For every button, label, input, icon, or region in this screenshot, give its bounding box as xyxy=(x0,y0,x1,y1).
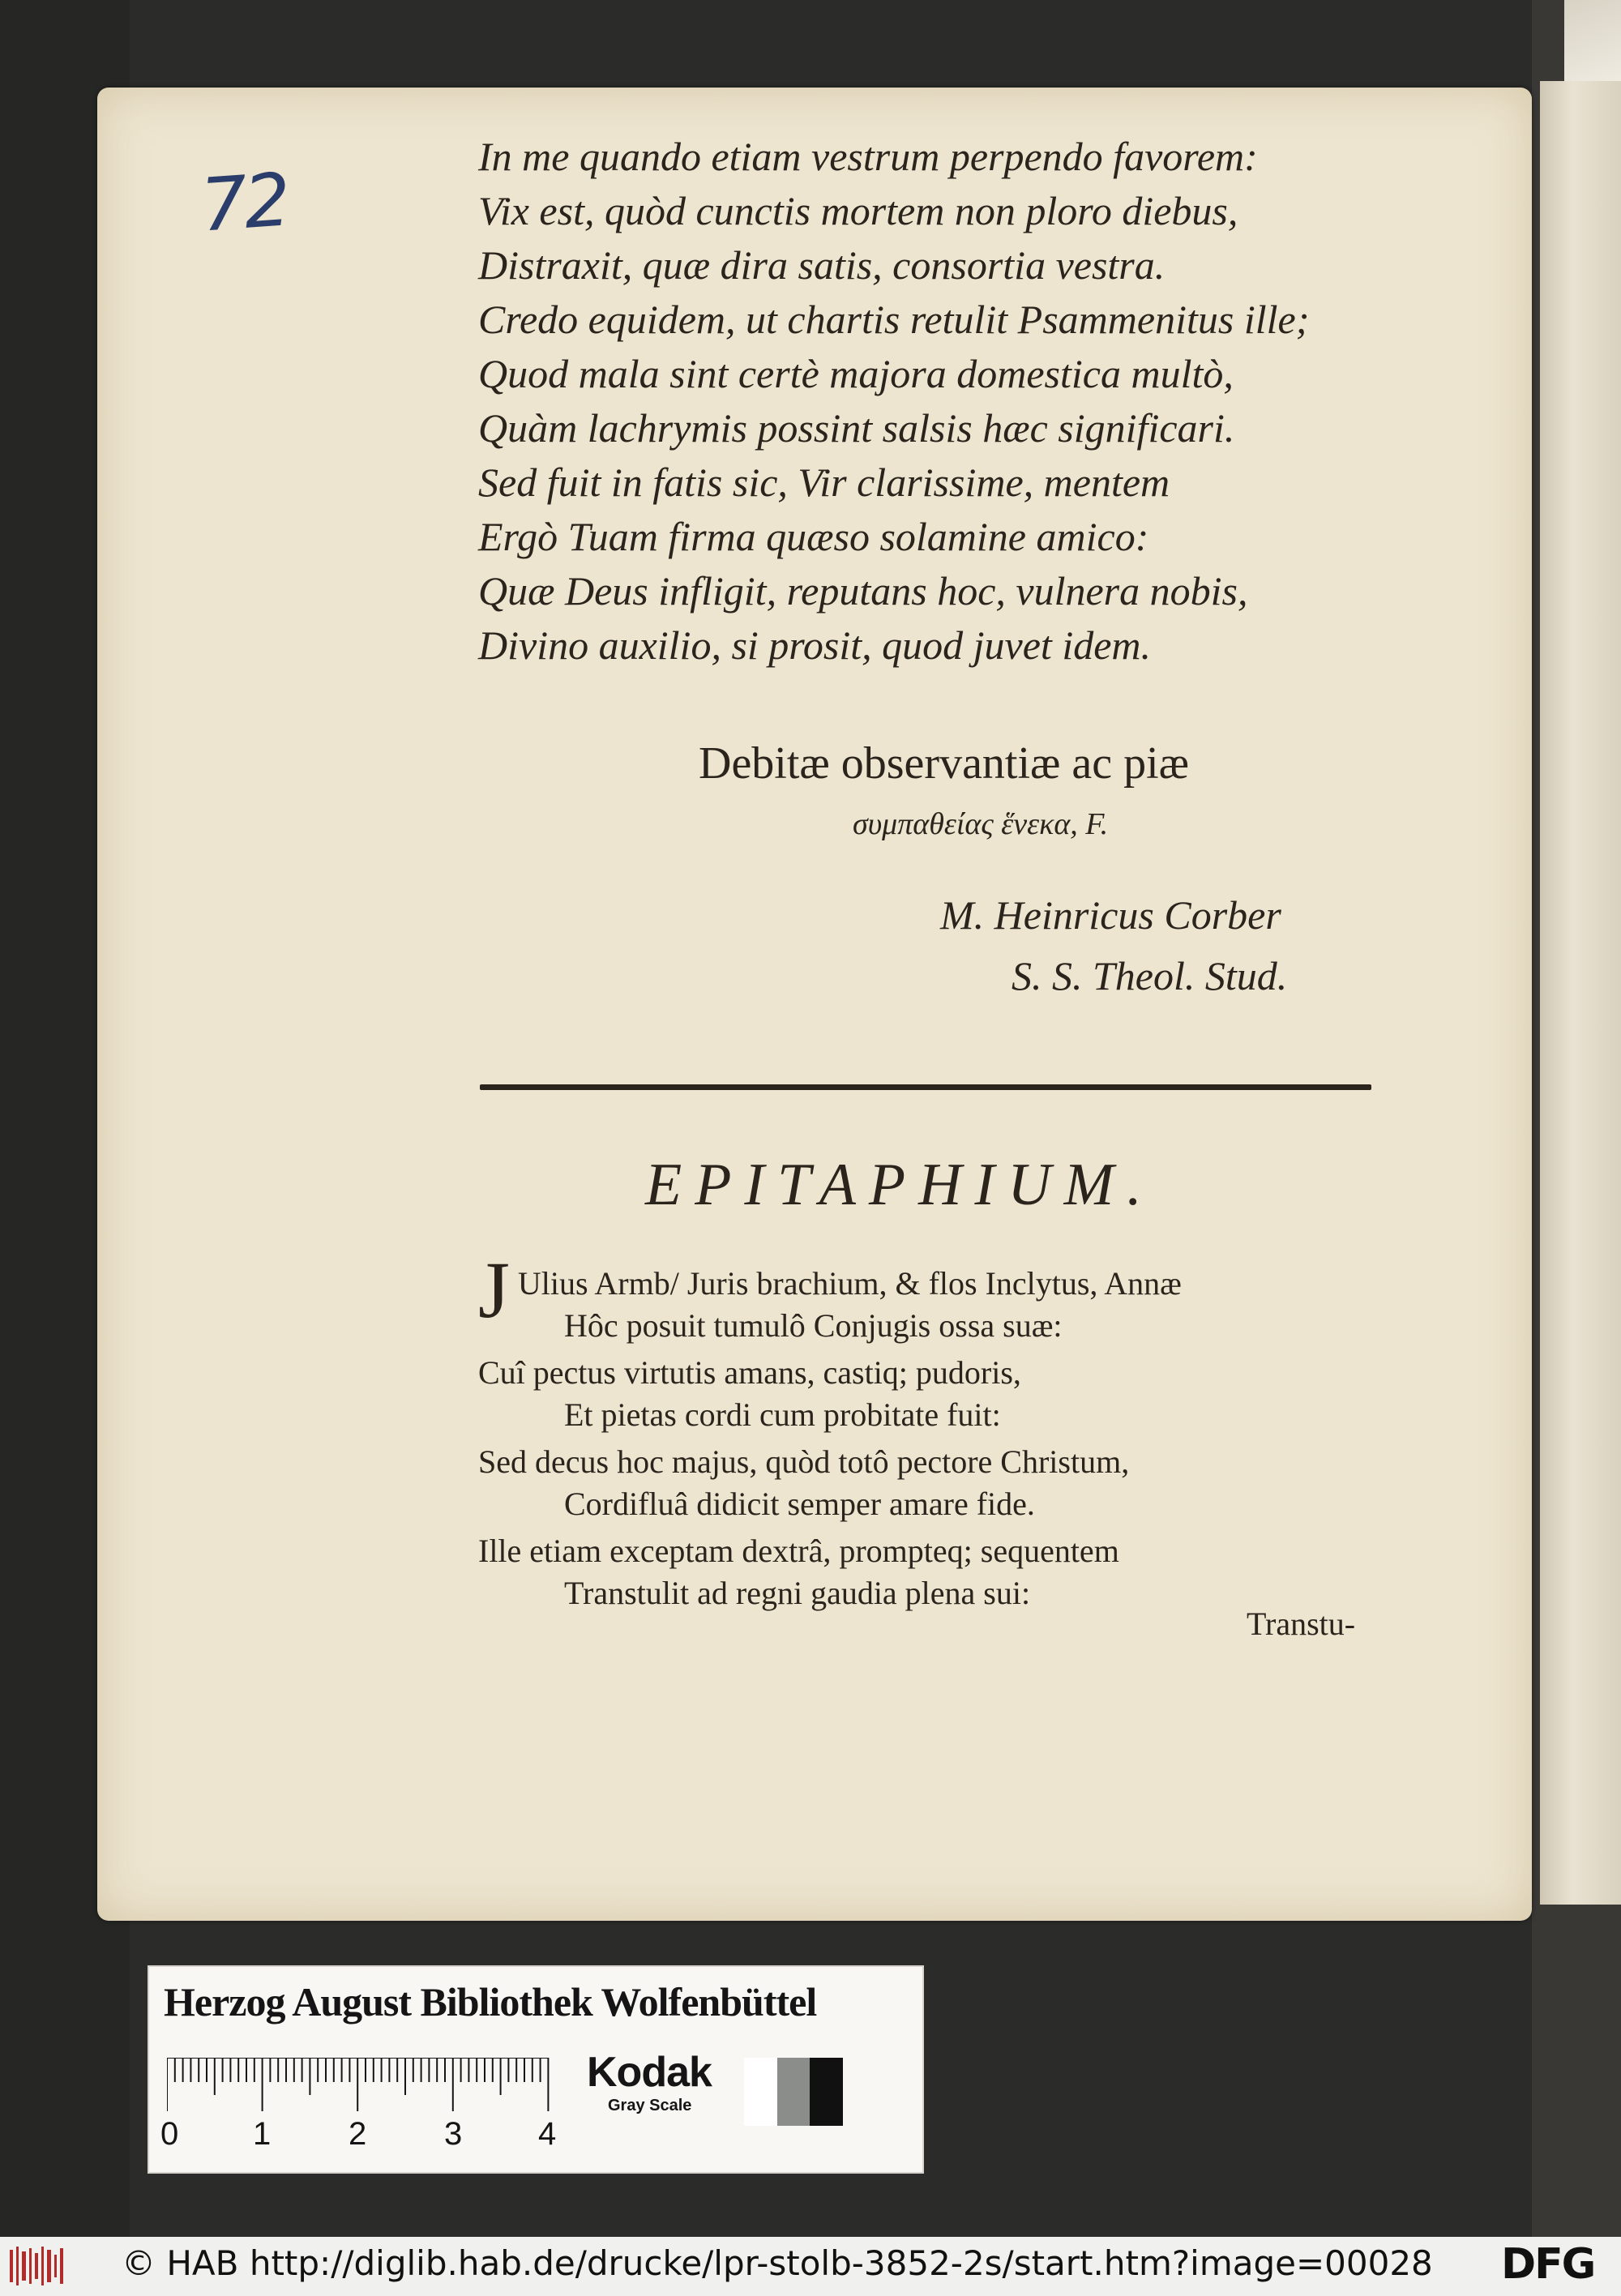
poem xyxy=(478,130,1394,673)
gray-scale-label: Gray Scale xyxy=(608,2097,692,2114)
catchword: Transtu- xyxy=(1247,1605,1356,1642)
adjacent-leaf xyxy=(1540,81,1621,1905)
poem-line: Quàm lachrymis possint salsis hæc significari. xyxy=(478,405,1235,451)
epitaph-line: Ille etiam exceptam dextrâ, prompteq; sequentem xyxy=(478,1533,1119,1569)
greek-dedication: συμπαθείας ἕνεκα, F. xyxy=(853,807,1109,841)
adjacent-leaf-top xyxy=(1564,0,1621,89)
ruler-number: 4 xyxy=(538,2116,557,2152)
epitaph-line: Cuî pectus virtutis amans, castiq; pudoris, xyxy=(478,1354,1021,1391)
poem-line: In me quando etiam vestrum perpendo favorem: xyxy=(478,134,1258,179)
poem-line: Ergò Tuam firma quæso solamine amico: xyxy=(478,514,1149,559)
library-barcode-icon xyxy=(8,2245,66,2287)
color-reference-card xyxy=(148,1965,924,2174)
source-url: © HAB http://diglib.hab.de/drucke/lpr-stolb-3852-2s/start.htm?image=00028 xyxy=(122,2243,1433,2283)
poem-line: Sed fuit in fatis sic, Vir clarissime, mentem xyxy=(478,460,1170,505)
gray-swatches xyxy=(744,2058,843,2126)
epitaph-line: Cordifluâ didicit semper amare fide. xyxy=(564,1486,1035,1522)
epitaph-line: Hôc posuit tumulô Conjugis ossa suæ: xyxy=(564,1307,1063,1344)
poem-line: Vix est, quòd cunctis mortem non ploro diebus, xyxy=(478,188,1238,233)
footer-bar xyxy=(0,2237,1621,2296)
ruler-number: 0 xyxy=(160,2116,179,2152)
poem-line: Divino auxilio, si prosit, quod juvet idem. xyxy=(478,622,1152,668)
ruler-number: 3 xyxy=(444,2116,463,2152)
folio-number: 72 xyxy=(198,157,291,249)
poem-line: Quæ Deus infligit, reputans hoc, vulnera nobis, xyxy=(478,568,1248,614)
ruler-number: 2 xyxy=(349,2116,367,2152)
epitaph-heading: EPITAPHIUM. xyxy=(645,1152,1155,1218)
author-title: S. S. Theol. Stud. xyxy=(1012,953,1288,998)
epitaph-line: Sed decus hoc majus, quòd totô pectore Christum, xyxy=(478,1443,1130,1480)
epitaph-text xyxy=(478,1245,1394,1614)
author-name: M. Heinricus Corber xyxy=(940,892,1281,938)
kodak-logo: Kodak xyxy=(587,2049,712,2096)
dedication-line: Debitæ observantiæ ac piæ xyxy=(699,738,1190,789)
drop-initial: J xyxy=(478,1245,510,1335)
ruler-number: 1 xyxy=(253,2116,272,2152)
poem-line: Distraxit, quæ dira satis, consortia vestra. xyxy=(478,242,1165,288)
swatch-black xyxy=(810,2058,843,2126)
poem-line: Quod mala sint certè majora domestica multò, xyxy=(478,351,1234,396)
epitaph-line: Et pietas cordi cum probitate fuit: xyxy=(564,1396,1001,1433)
dfg-logo: DFG xyxy=(1501,2240,1595,2289)
library-name: Herzog August Bibliothek Wolfenbüttel xyxy=(164,1979,817,2024)
epitaph-line: Ulius Armb/ Juris brachium, & flos Inclytus, Annæ xyxy=(517,1265,1182,1302)
epitaph-line: Transtulit ad regni gaudia plena sui: xyxy=(564,1575,1031,1611)
section-divider xyxy=(480,1084,1371,1090)
swatch-white xyxy=(744,2058,777,2126)
swatch-gray xyxy=(777,2058,810,2126)
poem-line: Credo equidem, ut chartis retulit Psammenitus ille; xyxy=(478,297,1310,342)
